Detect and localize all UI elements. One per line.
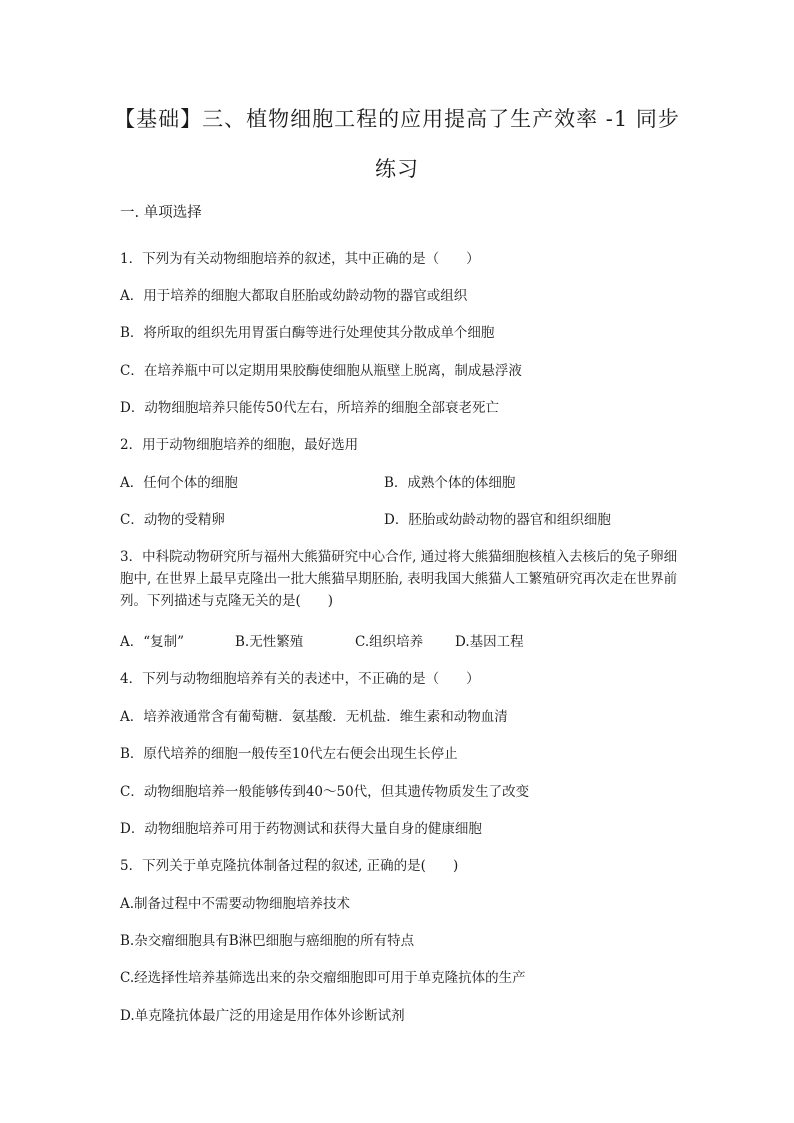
title-line-1: 【基础】三、植物细胞工程的应用提高了生产效率 -1 同步: [114, 107, 680, 131]
question-1-option-c: C．在培养瓶中可以定期用果胶酶使细胞从瓶壁上脱离，制成悬浮液: [120, 363, 522, 379]
question-1-stem: 1．下列为有关动物细胞培养的叙述，其中正确的是（ ）: [120, 251, 480, 267]
question-3-options: [120, 632, 524, 652]
question-2-option-a: A．任何个体的细胞: [120, 475, 238, 491]
question-2-stem: 2．用于动物细胞培养的细胞，最好选用: [120, 437, 359, 453]
question-4-option-c: C．动物细胞培养一般能够传到40～50代，但其遗传物质发生了改变: [120, 784, 530, 800]
question-5-option-d: D.单克隆抗体最广泛的用途是用作体外诊断试剂: [120, 1008, 405, 1024]
question-3-option-d: D.基因工程: [455, 634, 524, 650]
question-4-option-d: D．动物细胞培养可用于药物测试和获得大量自身的健康细胞: [120, 821, 482, 837]
question-1-option-a: A．用于培养的细胞大都取自胚胎或幼龄动物的器官或组织: [120, 288, 468, 304]
question-5-stem: 5．下列关于单克隆抗体制备过程的叙述, 正确的是( ): [120, 858, 459, 874]
question-5-option-a: A.制备过程中不需要动物细胞培养技术: [120, 896, 351, 912]
question-2-option-b: B．成熟个体的体细胞: [384, 475, 516, 491]
question-1-option-d: D．动物细胞培养只能传50代左右，所培养的细胞全部衰老死亡: [120, 400, 500, 416]
question-3-option-b: B.无性繁殖: [235, 634, 304, 650]
question-5-option-b: B.杂交瘤细胞具有B淋巴细胞与癌细胞的所有特点: [120, 933, 415, 949]
question-2-option-c: C．动物的受精卵: [120, 512, 225, 528]
question-2-option-d: D．胚胎或幼龄动物的器官和组织细胞: [384, 512, 611, 528]
question-1-option-b: B．将所取的组织先用胃蛋白酶等进行处理使其分散成单个细胞: [120, 325, 495, 341]
question-4-option-b: B．原代培养的细胞一般传至10代左右便会出现生长停止: [120, 746, 458, 762]
question-5-option-c: C.经选择性培养基筛选出来的杂交瘤细胞即可用于单克隆抗体的生产: [120, 970, 526, 986]
question-4-option-a: A．培养液通常含有葡萄糖．氨基酸．无机盐．维生素和动物血清: [120, 709, 508, 725]
question-3-stem: 3．中科院动物研究所与福州大熊猫研究中心合作, 通过将大熊猫细胞核植入去核后的兔子卵细胞中, 在世界上最早克隆出一批大熊猫早期胚胎, 表明我国大熊猫人工繁殖研究再次走在世界前列。下列描述与克隆无关的是( ): [120, 549, 678, 609]
question-3-option-a: A．“复制”: [120, 634, 185, 650]
question-3-option-c: C.组织培养: [355, 634, 424, 650]
document-title: [100, 94, 694, 194]
title-line-2: 练习: [375, 157, 419, 181]
section-heading: 一. 单项选择: [120, 205, 202, 221]
question-4-stem: 4．下列与动物细胞培养有关的表述中，不正确的是（ ）: [120, 671, 480, 687]
